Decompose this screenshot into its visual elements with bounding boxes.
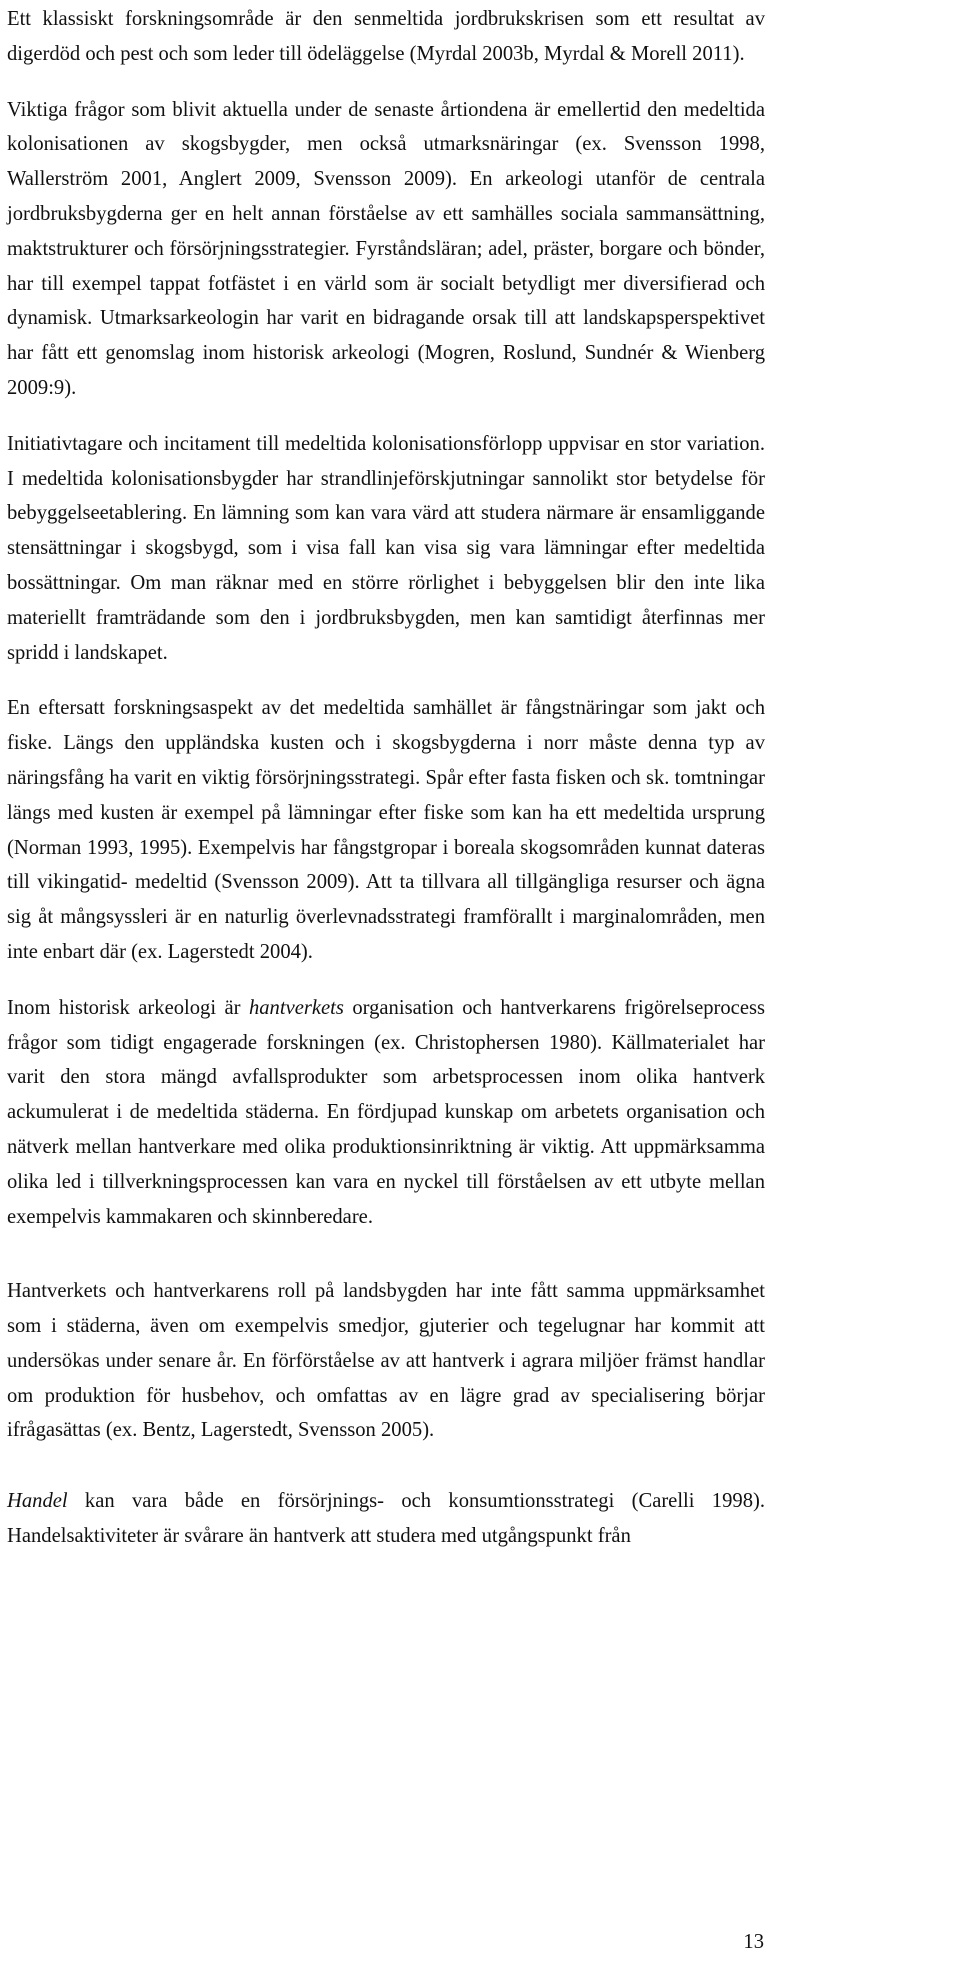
paragraph-2 (7, 93, 765, 406)
paragraph-4 (7, 691, 765, 969)
paragraph-5 (7, 991, 765, 1235)
paragraph-7-text: kan vara både en försörjnings- och konsumtionsstrategi (Carelli 1998). Handelsaktiviteter är svårare än hantverk att studera med utgångspunkt från (7, 1490, 765, 1548)
paragraph-5-italic-term: hantverkets (248, 996, 344, 1019)
paragraph-4-text: En eftersatt forskningsaspekt av det medeltida samhället är fångstnäringar som jakt och fiske. Längs den uppländska kusten och i skogsbygderna i norr måste denna typ av näringsfång ha varit en viktig försörjningsstrategi. Spår efter fasta fisken och sk. tomtningar längs med kusten är exempel på lämningar efter fiske som kan ha ett medeltida ursprung (Norman 1993, 1995). Exempelvis har fångstgropar i boreala skogsområden kunnat dateras till vikingatid- medeltid (Svensson 2009). Att ta tillvara all tillgängliga resurser och ägna sig åt mångsyssleri är en naturlig överlevnadsstrategi framförallt i marginalområden, men inte enbart där (ex. Lagerstedt 2004). (7, 697, 765, 963)
paragraph-7-italic-term: Handel (7, 1490, 68, 1513)
paragraph-6-text: Hantverkets och hantverkarens roll på landsbygden har inte fått samma uppmärksamhet som i städerna, även om exempelvis smedjor, gjuterier och tegelugnar har kommit att undersökas under senare år. En förförståelse av att hantverk i agrara miljöer främst handlar om produktion för husbehov, och omfattas av en lägre grad av specialisering börjar ifrågasättas (ex. Bentz, Lagerstedt, Svensson 2005). (7, 1280, 765, 1442)
document-page (7, 0, 765, 1554)
paragraph-3 (7, 427, 765, 671)
paragraph-1-text: Ett klassiskt forskningsområde är den senmeltida jordbrukskrisen som ett resultat av digerdöd och pest och som leder till ödeläggelse (Myrdal 2003b, Myrdal & Morell 2011). (7, 8, 765, 65)
paragraph-1 (7, 0, 765, 72)
paragraph-5-text-end: organisation och hantverkarens frigörelseprocess frågor som tidigt engagerade forskningen (ex. Christophersen 1980). Källmaterialet har varit den stora mängd avfallsprodukter som arbetsprocessen inom olika hantverk ackumulerat i de medeltida städerna. En fördjupad kunskap om arbetets organisation och nätverk mellan hantverkare med olika produktionsinriktning är viktig. Att uppmärksamma olika led i tillverkningsprocessen kan vara en nyckel till förståelsen av ett utbyte mellan exempelvis kammakaren och skinnberedare. (7, 996, 765, 1228)
page-number: 13 (743, 1931, 764, 1953)
paragraph-3-text: Initiativtagare och incitament till medeltida kolonisationsförlopp uppvisar en stor variation. I medeltida kolonisationsbygder har strandlinjeförskjutningar sannolikt stor betydelse för bebyggelseetablering. En lämning som kan vara värd att studera närmare är ensamliggande stensättningar i skogsbygd, som i visa fall kan visa sig vara lämningar efter medeltida bossättningar. Om man räknar med en större rörlighet i bebyggelsen blir den inte lika materiellt framträdande som den i jordbruksbygden, men kan samtidigt återfinnas mer spridd i landskapet. (7, 432, 765, 664)
paragraph-7 (7, 1484, 765, 1554)
paragraph-6 (7, 1274, 765, 1448)
paragraph-2-text: Viktiga frågor som blivit aktuella under de senaste årtiondena är emellertid den medeltida kolonisationen av skogsbygder, men också utmarksnäringar (ex. Svensson 1998, Wallerström 2001, Anglert 2009, Svensson 2009). En arkeologi utanför de centrala jordbruksbygderna ger en helt annan förståelse av ett samhälles sociala sammansättning, maktstrukturer och försörjningsstrategier. Fyrståndsläran; adel, präster, borgare och bönder, har till exempel tappat fotfästet i en värld som är socialt betydligt mer diversifierad och dynamisk. Utmarksarkeologin har varit en bidragande orsak till att landskapsperspektivet har fått ett genomslag inom historisk arkeologi (Mogren, Roslund, Sundnér & Wienberg 2009:9). (7, 98, 765, 399)
paragraph-5-text-start: Inom historisk arkeologi är (7, 996, 249, 1019)
